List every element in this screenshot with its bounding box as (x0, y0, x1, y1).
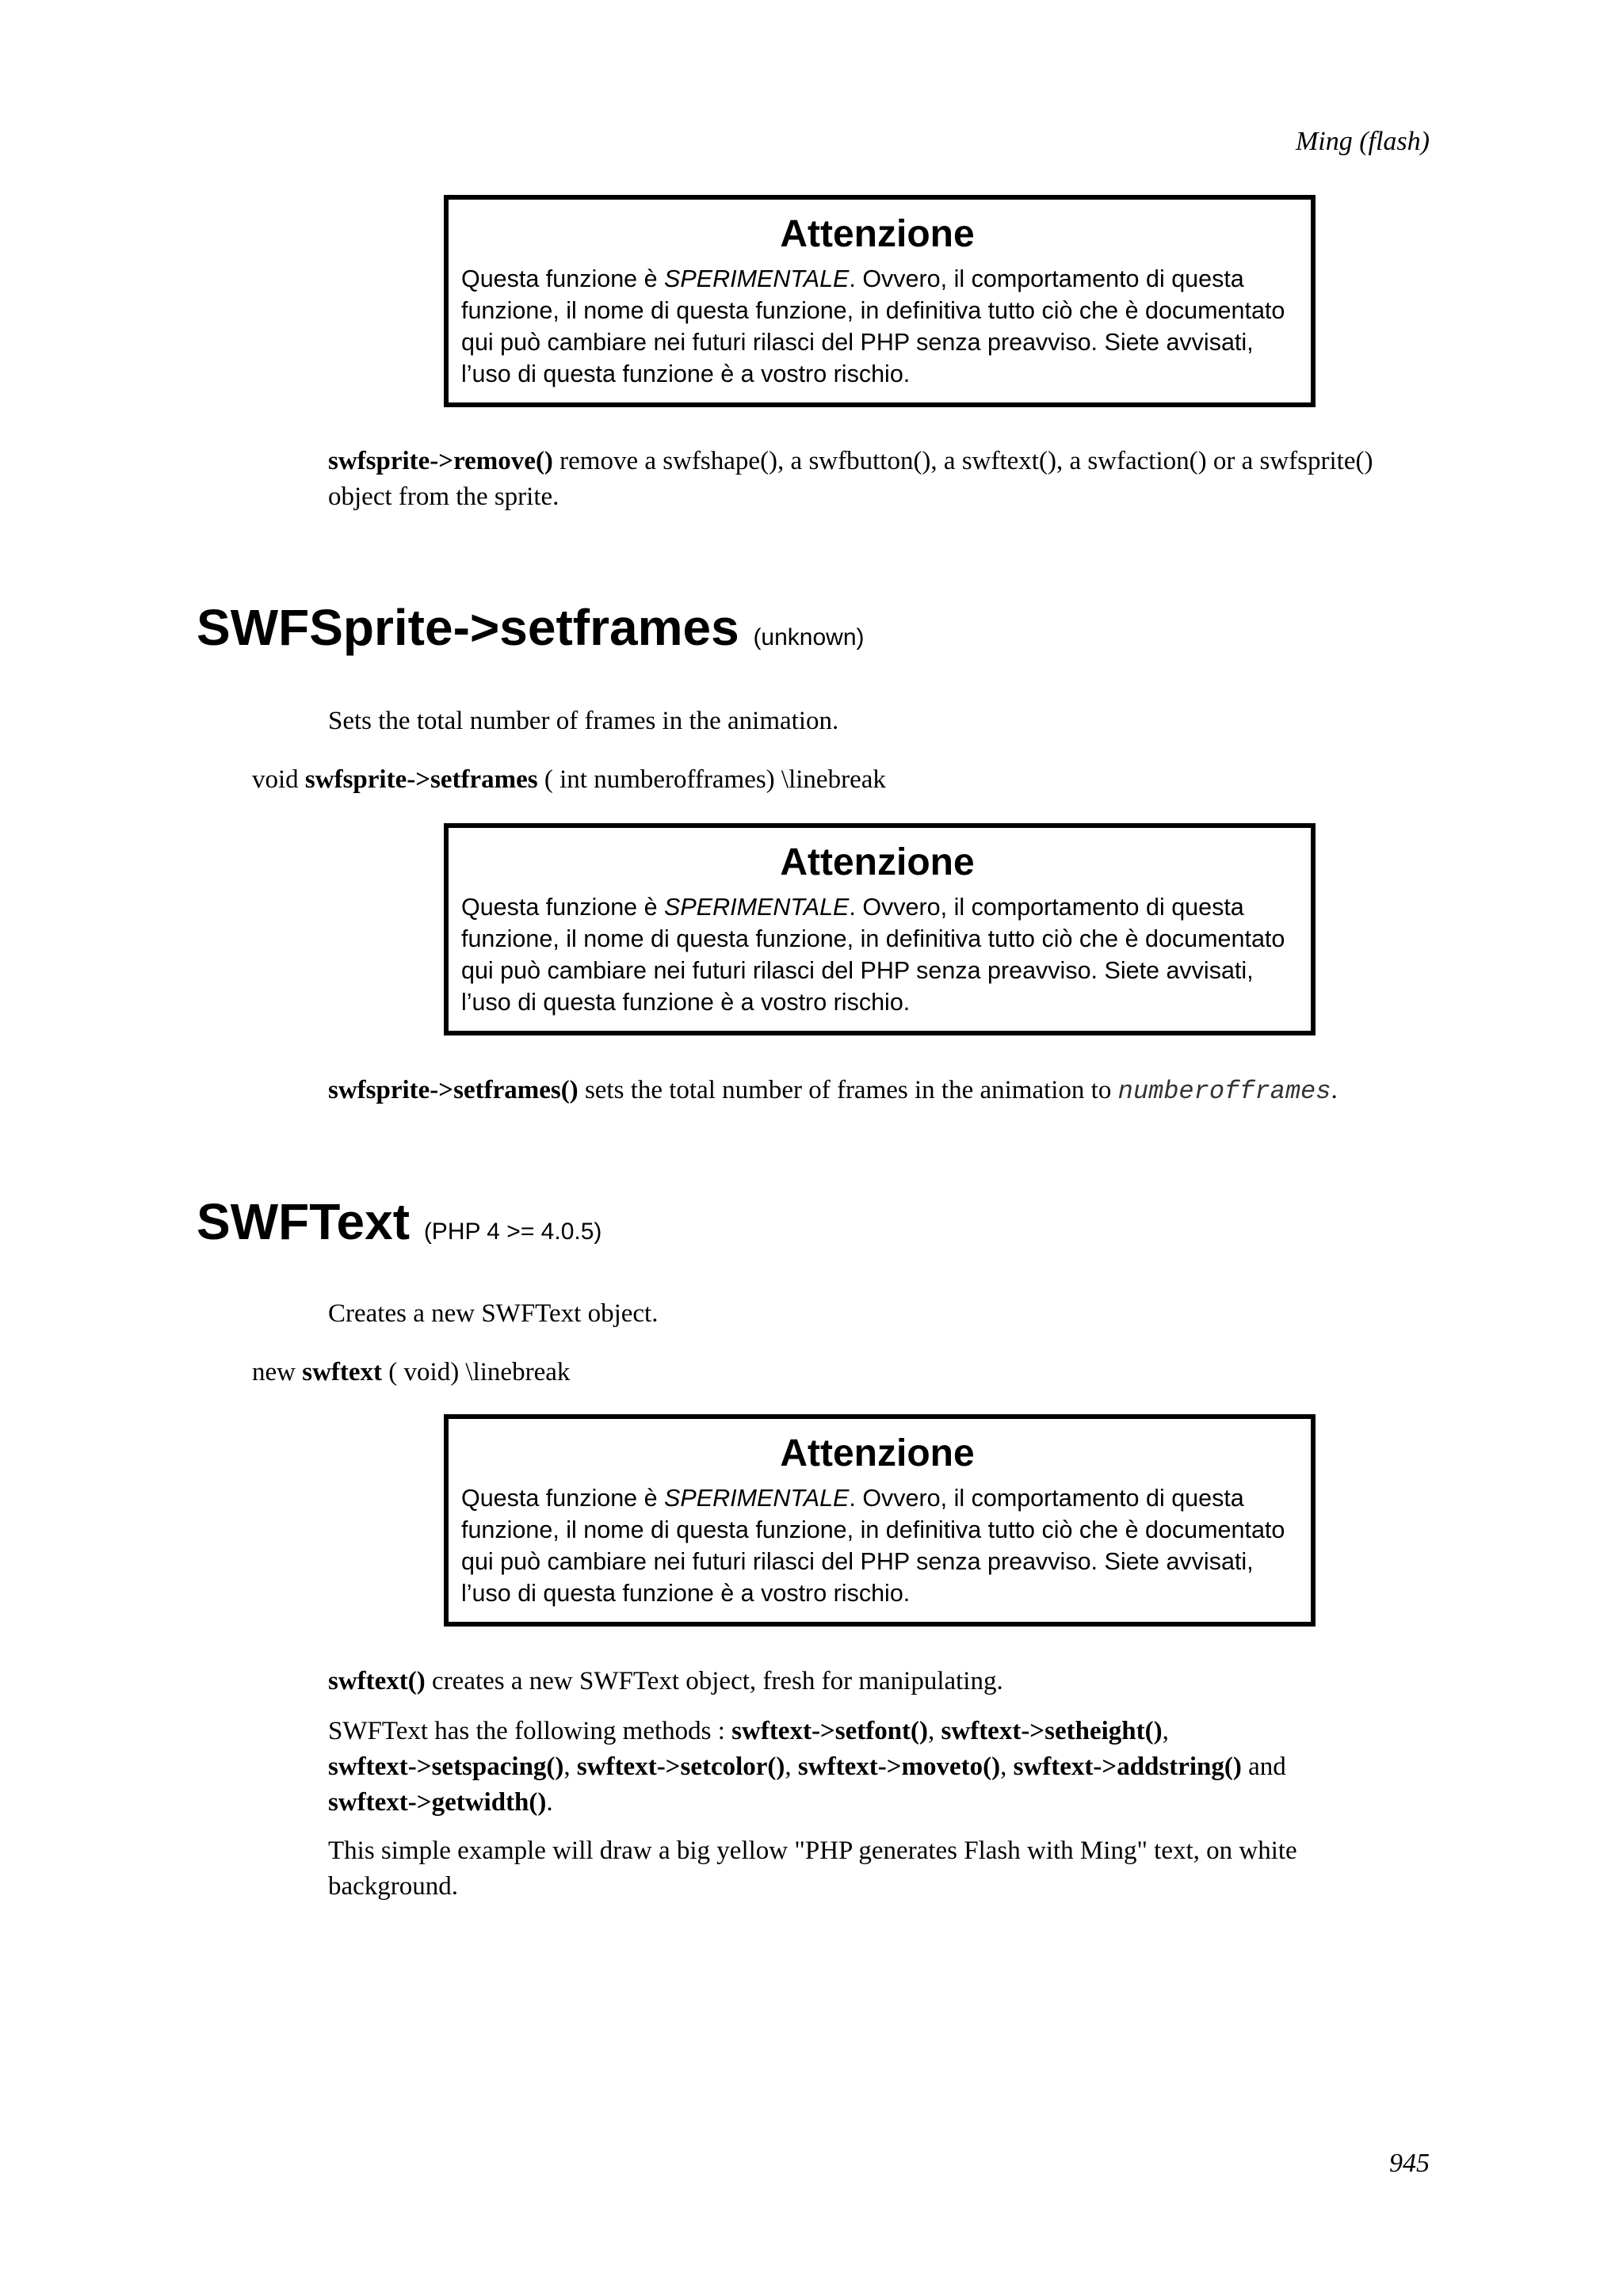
warning-text-fragment: Questa funzione è (461, 265, 665, 292)
methods-list (328, 1714, 1438, 1821)
separator: , (563, 1753, 577, 1781)
separator: , (785, 1753, 798, 1781)
example-description (328, 1833, 1438, 1905)
arguments: ( void) \linebreak (382, 1358, 571, 1386)
separator: . (546, 1788, 553, 1817)
method-name: swftext->addstring() (1013, 1753, 1242, 1781)
warning-text-fragment: Questa funzione è (461, 1485, 665, 1512)
running-header: Ming (flash) (1295, 127, 1430, 156)
warning-title: Attenzione (780, 1432, 975, 1474)
text-fragment: . (1331, 1076, 1338, 1104)
description-swftext (328, 1664, 1438, 1699)
method-name: swftext->getwidth() (328, 1788, 547, 1817)
text-fragment: remove a swfshape(), a swfbutton(), a swftext(), a swfaction() or a swfsprite() (552, 447, 1373, 475)
text-fragment: SWFText has the following methods : (328, 1717, 732, 1745)
function-name: swfsprite->setframes() (328, 1076, 579, 1104)
warning-line: funzione, il nome di questa funzione, in definitiva tutto ciò che è documentato (461, 1516, 1285, 1543)
parameter-name: numberofframes (1117, 1077, 1331, 1106)
warning-line: l’uso di questa funzione è a vostro rischio. (461, 360, 911, 387)
purpose-setframes: Sets the total number of frames in the animation. (328, 707, 839, 735)
warning-text (461, 891, 1293, 1018)
warning-line (461, 263, 1293, 295)
method-name: swftext->setcolor() (576, 1753, 785, 1781)
section-heading-setframes (197, 596, 865, 669)
return-type: new (252, 1358, 303, 1386)
page-number: 945 (1389, 2149, 1430, 2178)
warning-line: l’uso di questa funzione è a vostro rischio. (461, 1580, 911, 1607)
separator: , (1000, 1753, 1014, 1781)
method-name: swftext->setheight() (941, 1717, 1163, 1745)
section-heading-swftext (197, 1190, 601, 1264)
warning-line: funzione, il nome di questa funzione, in definitiva tutto ciò che è documentato (461, 925, 1285, 952)
heading-text: SWFText (197, 1193, 411, 1250)
separator: , (1162, 1717, 1169, 1745)
warning-line: funzione, il nome di questa funzione, in definitiva tutto ciò che è documentato (461, 297, 1285, 324)
method-name: swftext->setfont() (731, 1717, 929, 1745)
purpose-swftext: Creates a new SWFText object. (328, 1299, 659, 1328)
arguments: ( int numberofframes) \linebreak (537, 765, 886, 794)
warning-title: Attenzione (780, 841, 975, 883)
text-line: This simple example will draw a big yellow "PHP generates Flash with Ming" text, on white (328, 1836, 1297, 1865)
separator: and (1241, 1753, 1286, 1781)
separator: , (928, 1717, 941, 1745)
warning-text-fragment: . Ovvero, il comportamento di questa (849, 1485, 1244, 1512)
warning-text-fragment: Questa funzione è (461, 894, 665, 921)
description-setframes (328, 1073, 1438, 1109)
warning-box (444, 1414, 1316, 1627)
warning-box (444, 823, 1316, 1035)
text-line: object from the sprite. (328, 482, 559, 511)
availability-note: (unknown) (753, 624, 865, 650)
text-line (328, 1714, 1438, 1749)
method-name: swftext->setspacing() (328, 1753, 564, 1781)
warning-line: qui può cambiare nei futuri rilasci del PHP senza preavviso. Siete avvisati, (461, 329, 1254, 356)
text-line: background. (328, 1872, 459, 1901)
return-type: void (252, 765, 305, 794)
synopsis-setframes (252, 762, 886, 798)
remove-description (328, 444, 1438, 515)
warning-line (461, 891, 1293, 923)
warning-text-fragment: . Ovvero, il comportamento di questa (849, 265, 1244, 292)
text-fragment: sets the total number of frames in the animation to (578, 1076, 1118, 1104)
warning-line: l’uso di questa funzione è a vostro rischio. (461, 989, 911, 1016)
warning-line (461, 1482, 1293, 1514)
warning-text (461, 1482, 1293, 1609)
synopsis-swftext (252, 1355, 570, 1390)
warning-text-fragment: . Ovvero, il comportamento di questa (849, 894, 1244, 921)
warning-emphasis: SPERIMENTALE (664, 265, 850, 292)
warning-line: qui può cambiare nei futuri rilasci del PHP senza preavviso. Siete avvisati, (461, 1548, 1254, 1575)
warning-line: qui può cambiare nei futuri rilasci del PHP senza preavviso. Siete avvisati, (461, 957, 1254, 984)
availability-note: (PHP 4 >= 4.0.5) (423, 1219, 602, 1245)
text-line (328, 1749, 1438, 1785)
text-line (328, 444, 1438, 479)
warning-emphasis: SPERIMENTALE (664, 894, 850, 921)
text-line (328, 1785, 1438, 1821)
warning-box (444, 195, 1316, 407)
method-name: swftext->moveto() (797, 1753, 1001, 1781)
text-fragment: creates a new SWFText object, fresh for manipulating. (425, 1667, 1003, 1695)
function-name: swfsprite->setframes (304, 765, 538, 794)
function-name: swfsprite->remove() (328, 447, 553, 475)
heading-text: SWFSprite->setframes (197, 599, 739, 656)
function-name: swftext() (328, 1667, 426, 1695)
warning-title: Attenzione (780, 213, 975, 255)
function-name: swftext (302, 1358, 383, 1386)
warning-emphasis: SPERIMENTALE (664, 1485, 850, 1512)
warning-text (461, 263, 1293, 390)
